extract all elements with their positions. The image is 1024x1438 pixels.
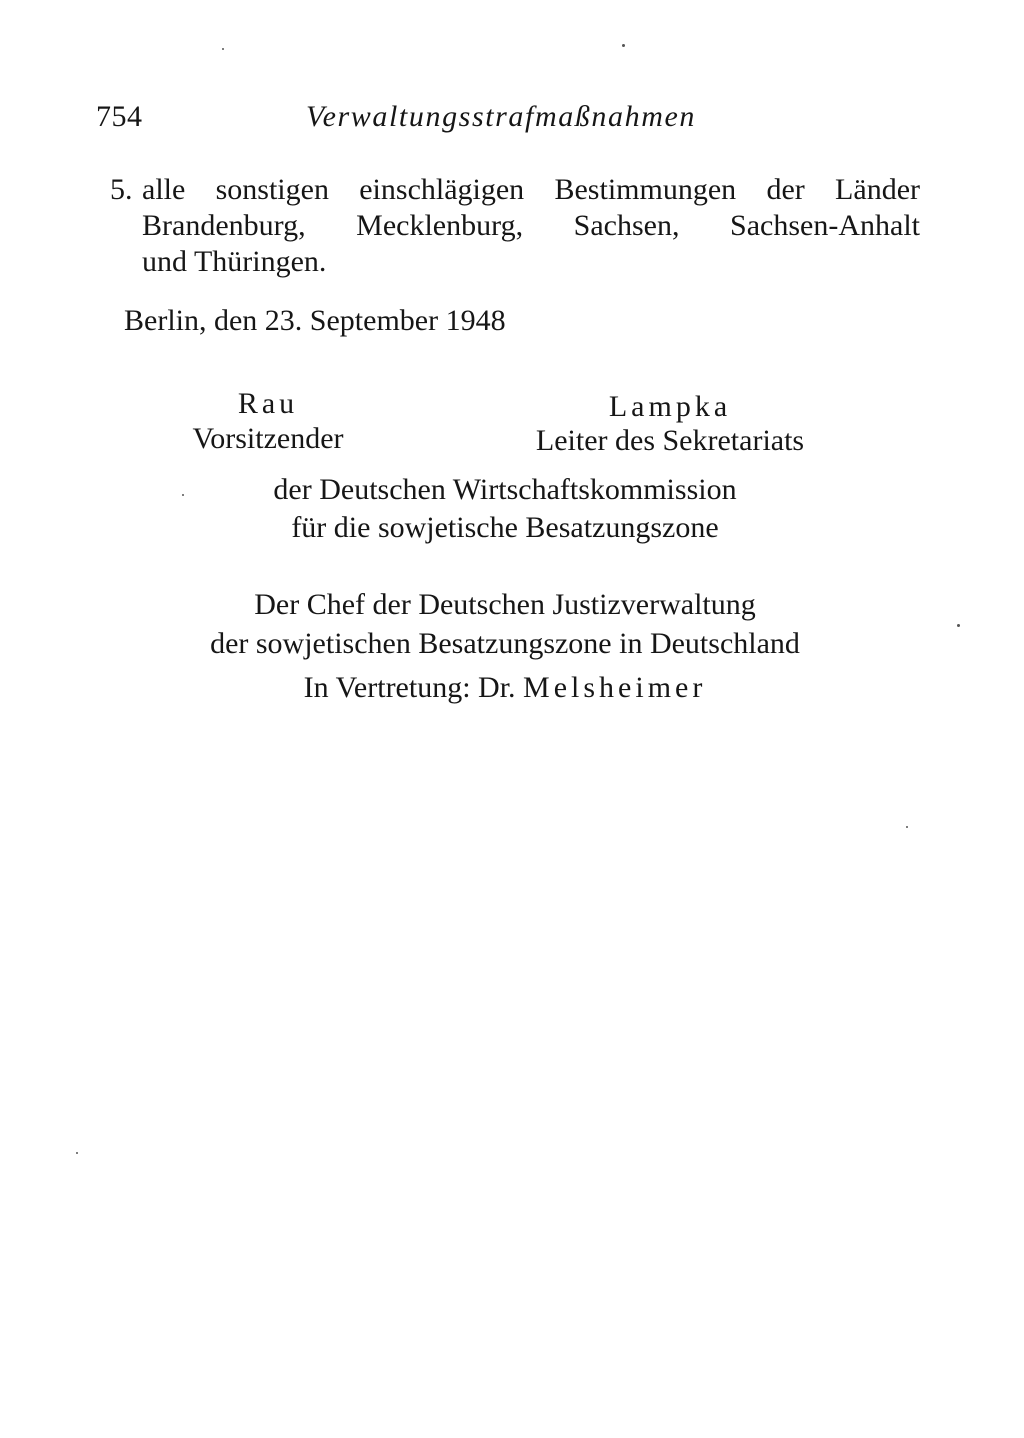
running-head: Verwaltungsstrafmaßnahmen bbox=[306, 100, 697, 133]
list-item-5 bbox=[110, 172, 920, 280]
list-item-number: 5. bbox=[110, 173, 133, 206]
list-item-line: Brandenburg, Mecklenburg, Sachsen, Sachsen-Anhalt bbox=[142, 209, 920, 242]
scan-speck bbox=[622, 44, 625, 47]
representation-prefix: In Vertretung: Dr. bbox=[303, 671, 516, 704]
scan-speck bbox=[182, 494, 184, 496]
list-item-line: und Thüringen. bbox=[142, 245, 327, 278]
signatory-right-role: Leiter des Sekretariats bbox=[535, 424, 805, 457]
scan-speck bbox=[76, 1152, 78, 1154]
list-item-line: alle sonstigen einschlägigen Bestimmungen der Länder bbox=[142, 173, 920, 206]
representation-name: Melsheimer bbox=[523, 671, 707, 704]
justice-title-line: der sowjetischen Besatzungszone in Deutschland bbox=[210, 627, 800, 660]
justice-title-line: Der Chef der Deutschen Justizverwaltung bbox=[254, 588, 756, 621]
scan-speck bbox=[222, 48, 224, 50]
commission-line: der Deutschen Wirtschaftskommission bbox=[273, 473, 737, 506]
commission-line: für die sowjetische Besatzungszone bbox=[291, 511, 719, 544]
signatory-right-name: Lampka bbox=[608, 390, 732, 423]
signatory-left-name: Rau bbox=[237, 387, 299, 420]
signatory-left-role: Vorsitzender bbox=[192, 422, 344, 455]
scan-speck bbox=[906, 826, 908, 828]
page-number: 754 bbox=[96, 100, 143, 133]
date-line: Berlin, den 23. September 1948 bbox=[124, 304, 506, 337]
scan-speck bbox=[957, 624, 960, 627]
representation-line bbox=[0, 671, 1010, 705]
